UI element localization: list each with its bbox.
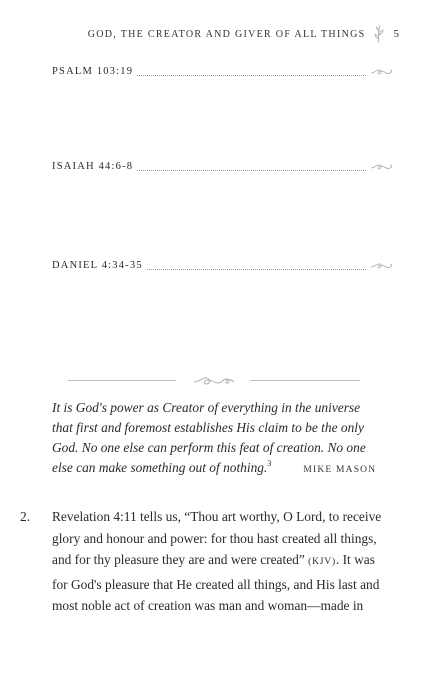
quote-line: else can make something out of nothing. <box>52 460 268 475</box>
scroll-ornament-icon <box>192 374 236 388</box>
question-line: for God's pleasure that He created all things, and His last and <box>52 576 380 592</box>
question-line: and for thy pleasure they are and were created” <box>52 552 309 567</box>
divider-rule-right <box>250 380 360 381</box>
question-line: Revelation 4:11 tells us, “Thou art worthy, O Lord, to receive <box>52 509 382 524</box>
reference-line-daniel <box>52 256 394 272</box>
question-body <box>52 506 400 617</box>
question-line: . It was <box>335 552 375 567</box>
study-question <box>20 506 400 617</box>
swirl-icon <box>370 66 394 78</box>
chapter-title: GOD, THE CREATOR AND GIVER OF ALL THINGS <box>87 28 366 40</box>
reference-label: DANIEL 4:34-35 <box>52 260 143 271</box>
question-line: most noble act of creation was man and woman—made in <box>52 598 364 613</box>
footnote-marker: 3 <box>267 459 272 468</box>
page-number: 5 <box>393 28 399 40</box>
reference-line-isaiah <box>52 157 394 173</box>
leaf-sprig-icon <box>372 24 386 44</box>
swirl-icon <box>370 161 394 173</box>
writing-line <box>137 170 366 171</box>
question-line-with-source <box>52 549 400 574</box>
section-divider <box>68 374 360 388</box>
reference-label: PSALM 103:19 <box>52 66 134 77</box>
quote-last-line <box>52 458 382 480</box>
reference-line-psalm <box>52 62 394 78</box>
divider-rule-left <box>68 380 176 381</box>
writing-line <box>137 75 366 76</box>
running-header <box>88 24 399 44</box>
pull-quote <box>52 398 382 480</box>
question-number: 2. <box>20 509 31 524</box>
quote-line: God. No one else can perform this feat of creation. No one <box>52 440 366 455</box>
question-line: glory and honour and power: for thou hast created all things, <box>52 530 377 546</box>
reference-label: ISAIAH 44:6-8 <box>52 161 134 172</box>
swirl-icon <box>370 260 394 272</box>
source-abbreviation: (KJV) <box>308 557 336 567</box>
quote-line: that first and foremost establishes His claim to be the only <box>52 420 364 435</box>
writing-line <box>147 269 366 270</box>
quote-attribution: MIKE MASON <box>303 465 377 475</box>
quote-line: It is God's power as Creator of everything in the universe <box>52 400 361 415</box>
